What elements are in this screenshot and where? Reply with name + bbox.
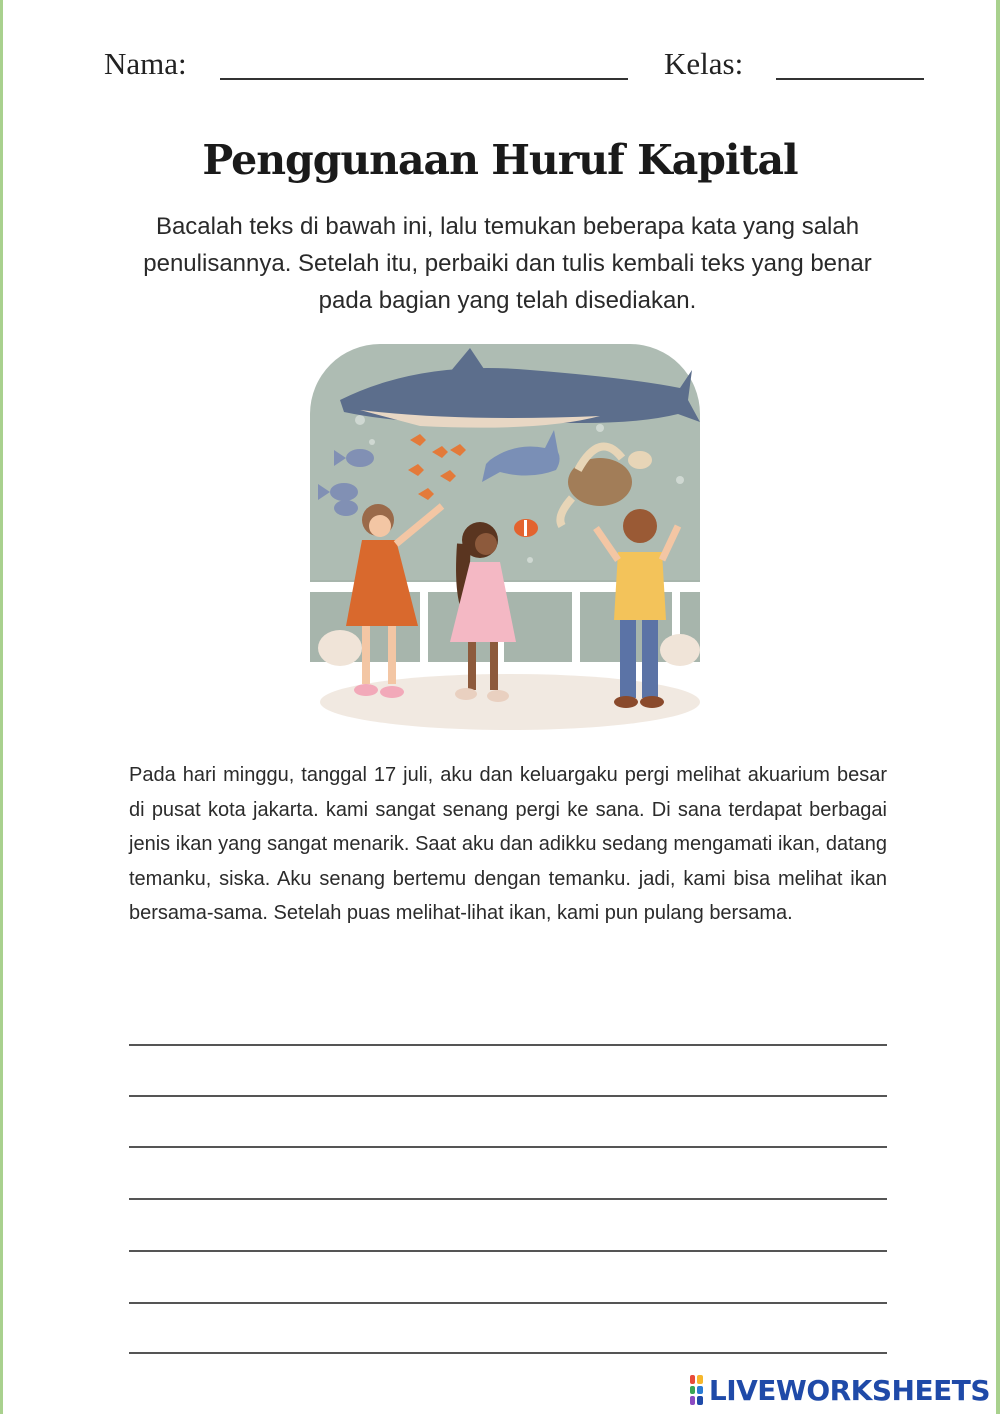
page-border-right	[996, 0, 1000, 1414]
answer-line[interactable]	[129, 1198, 887, 1200]
liveworksheets-logo-icon	[690, 1375, 703, 1405]
answer-line[interactable]	[129, 1352, 887, 1354]
nama-label: Nama:	[104, 46, 187, 81]
aquarium-illustration-icon	[300, 330, 720, 735]
answer-line[interactable]	[129, 1250, 887, 1252]
kelas-label: Kelas:	[664, 46, 744, 81]
answer-line[interactable]	[129, 1095, 887, 1097]
answer-line[interactable]	[129, 1044, 887, 1046]
clownfish	[514, 519, 538, 537]
answer-line[interactable]	[129, 1302, 887, 1304]
watermark-text: LIVEWORKSHEETS	[708, 1373, 990, 1407]
answer-line[interactable]	[129, 1146, 887, 1148]
kelas-input-line[interactable]	[776, 78, 924, 80]
story-text: Pada hari minggu, tanggal 17 juli, aku dan keluargaku pergi melihat akuarium besar di pusat kota jakarta. kami sangat senang pergi ke sana. Di sana terdapat berbagai jenis ikan yang sangat menarik. Saat aku dan adikku sedang mengamati ikan, datang temanku, siska. Aku senang bertemu dengan temanku. jadi, kami bisa melihat ikan bersama-sama. Setelah puas melihat-lihat ikan, kami pun pulang bersama.	[129, 764, 887, 924]
page-border-left	[0, 0, 3, 1414]
liveworksheets-watermark	[690, 1372, 990, 1408]
worksheet-header	[104, 44, 924, 88]
instructions-text: Bacalah teks di bawah ini, lalu temukan beberapa kata yang salah penulisannya. Setelah itu, perbaiki dan tulis kembali teks yang benar pada bagian yang telah disediakan.	[143, 213, 872, 314]
page-title: Penggunaan Huruf Kapital	[202, 136, 798, 184]
nama-input-line[interactable]	[220, 78, 628, 80]
